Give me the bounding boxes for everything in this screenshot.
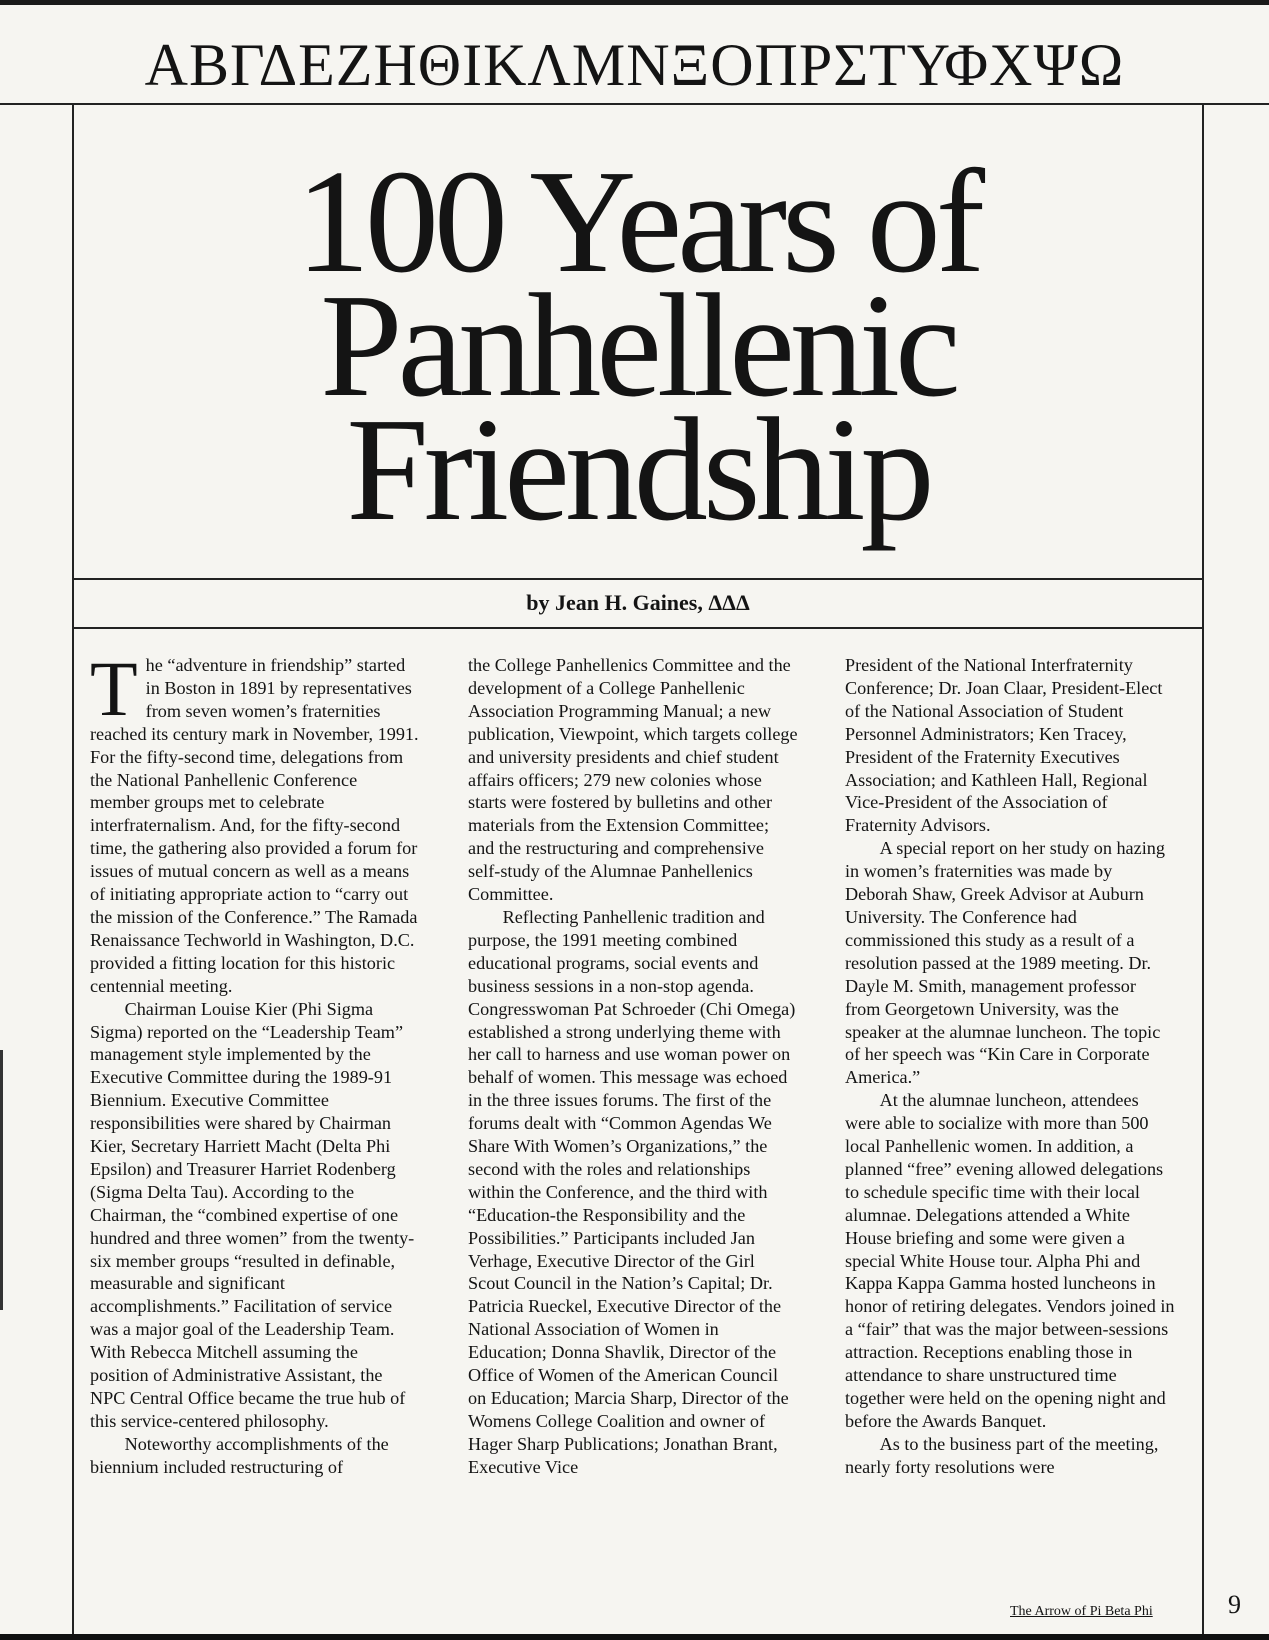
- greek-alphabet-banner: ΑΒΓΔΕΖΗΘΙΚΛΜΝΞΟΠΡΣΤΥΦΧΨΩ: [144, 32, 1125, 98]
- article-column-2: [468, 654, 798, 1479]
- page-number: 9: [1228, 1590, 1241, 1619]
- header-rule: [0, 103, 1269, 105]
- drop-cap: T: [90, 645, 138, 732]
- paragraph: At the alumnae luncheon, attendees were able to socialize with more than 500 local Panhellenic women. In addition, a planned “free” evening allowed delegations to schedule specific time with their local alumnae. Delegations attended a White House briefing and some were given a special White House tour. Alpha Phi and Kappa Kappa Gamma hosted luncheons in honor of retiring delegates. Vendors joined in a “fair” that was the major between-sessions attraction. Receptions enabling those in attendance to share unstructured time together were held on the opening night and before the Awards Banquet.: [845, 1090, 1175, 1431]
- byline-rule: [72, 627, 1204, 629]
- paragraph: Chairman Louise Kier (Phi Sigma Sigma) reported on the “Leadership Team” management style implemented by the Executive Committee during the 1989-91 Biennium. Executive Committee responsibilities were shared by Chairman Kier, Secretary Harriett Macht (Delta Phi Epsilon) and Treasurer Harriet Rodenberg (Sigma Delta Tau). According to the Chairman, the “combined expertise of one hundred and three women” from the twenty-six member groups “resulted in definable, measurable and significant accomplishments.” Facilitation of service was a major goal of the Leadership Team. With Rebecca Mitchell assuming the position of Administrative Assistant, the NPC Central Office became the true hub of this service-centered philosophy.: [90, 998, 415, 1431]
- bottom-border: [0, 1634, 1269, 1640]
- paragraph: A special report on her study on hazing in women’s fraternities was made by Deborah Shaw, Greek Advisor at Auburn University. The Conference had commissioned this study as a result of a resolution passed at the 1989 meeting. Dr. Dayle M. Smith, management professor from Georgetown University, was the speaker at the alumnae luncheon. The topic of her speech was “Kin Care in Corporate America.”: [845, 838, 1165, 1088]
- article-title: [72, 140, 1204, 552]
- byline: by Jean H. Gaines, ΔΔΔ: [526, 590, 750, 615]
- scan-edge-mark: [0, 1050, 3, 1310]
- paragraph: Reflecting Panhellenic tradition and purpose, the 1991 meeting combined educational programs, social events and business sessions in a non-stop agenda. Congresswoman Pat Schroeder (Chi Omega) established a strong underlying theme with her call to harness and use woman power on behalf of women. This message was echoed in the three issues forums. The first of the forums dealt with “Common Agendas We Share With Women’s Organizations,” the second with the roles and relationships within the Conference, and the third with “Education-the Responsibility and the Possibilities.” Participants included Jan Verhage, Executive Director of the Girl Scout Council in the Nation’s Capital; Dr. Patricia Rueckel, Executive Director of the National Association of Women in Education; Donna Shavlik, Director of the Office of Women of the American Council on Education; Marcia Sharp, Director of the Womens College Coalition and owner of Hager Sharp Publications; Jonathan Brant, Executive Vice: [468, 906, 796, 1477]
- title-line: Friendship: [346, 388, 930, 552]
- paragraph: the College Panhellenics Committee and the development of a College Panhellenic Association Programming Manual; a new publication, Viewpoint, which targets college and university presidents and chief student affairs officers; 279 new colonies whose starts were fostered by bulletins and other materials from the Extension Committee; and the restructuring and comprehensive self-study of the Alumnae Panhellenics Committee.: [468, 655, 798, 905]
- paragraph: Noteworthy accomplishments of the biennium included restructuring of: [90, 1433, 389, 1477]
- article-column-3: [845, 654, 1175, 1479]
- title-line: 100 Years of: [295, 140, 981, 304]
- title-rule: [72, 578, 1204, 580]
- paragraph: As to the business part of the meeting, nearly forty resolutions were: [845, 1433, 1159, 1477]
- title-line: Panhellenic: [320, 264, 956, 428]
- top-border: [0, 0, 1269, 5]
- publication-name: The Arrow of Pi Beta Phi: [1010, 1604, 1153, 1619]
- paragraph: President of the National Interfraternity Conference; Dr. Joan Claar, President-Elect of the National Association of Student Personnel Administrators; Ken Tracey, President of the Fraternity Executives Association; and Kathleen Hall, Regional Vice-President of the Association of Fraternity Advisors.: [845, 655, 1163, 836]
- article-column-1: [90, 645, 420, 1479]
- paragraph: The “adventure in friendship” started in Boston in 1891 by representatives from seven women’s fraternities reached its century mark in November, 1991. For the fifty-second time, delegations from the National Panhellenic Conference member groups met to celebrate interfraternalism. And, for the fifty-second time, the gathering also provided a forum for issues of mutual concern as well as a means of initiating appropriate action to “carry out the mission of the Conference.” The Ramada Renaissance Techworld in Washington, D.C. provided a fitting location for this historic centennial meeting.: [90, 645, 419, 996]
